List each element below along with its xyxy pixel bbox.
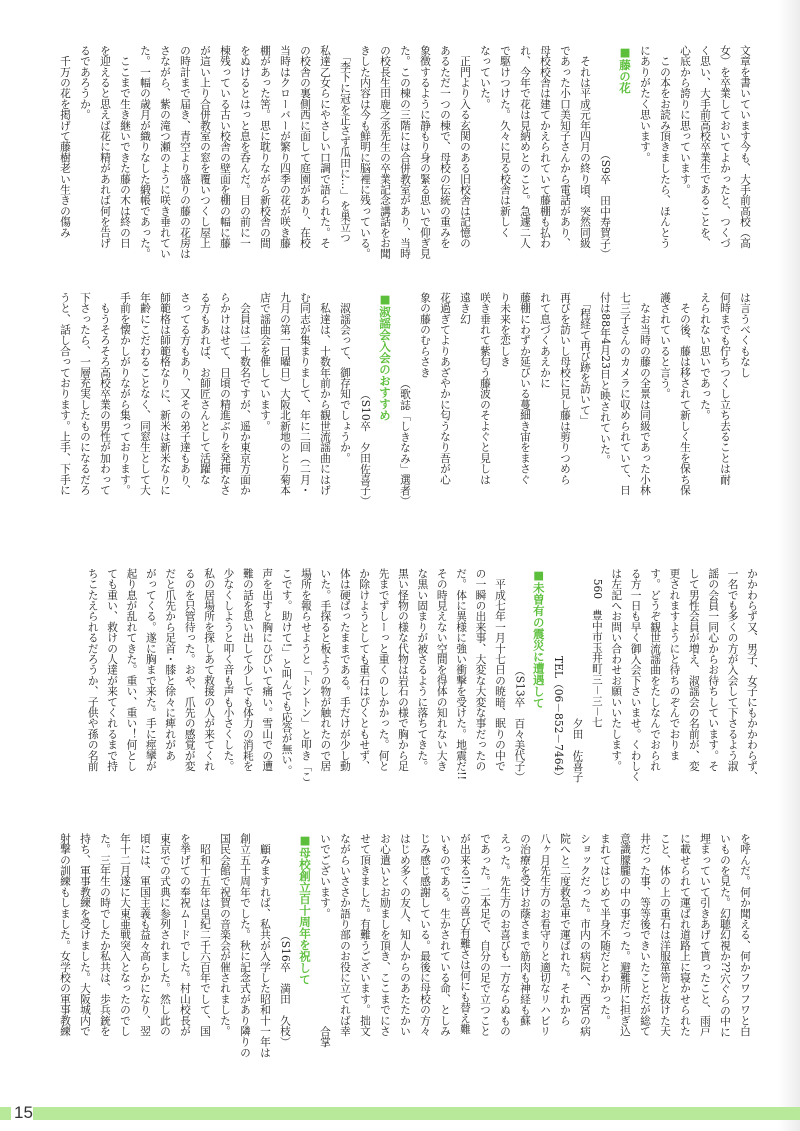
text-column	[315, 292, 335, 506]
text-column	[275, 45, 295, 259]
column-text: 年齢にこだわることなく、同窓生として大	[139, 292, 152, 496]
text-column	[471, 568, 490, 782]
text-column	[555, 292, 575, 506]
text-column	[695, 833, 715, 1047]
text-tier-2	[55, 292, 755, 508]
section-heading	[615, 45, 635, 259]
column-text: 先までずしーっと重くのしかかった。何と	[377, 568, 391, 772]
column-text: が出来る!!この喜び有難さは何にも替え難	[459, 833, 472, 1035]
text-column	[415, 45, 435, 259]
text-column	[135, 833, 155, 1047]
column-text: く思い、大手前高校卒業生であることを、	[699, 45, 712, 249]
text-column	[595, 292, 615, 506]
column-text: こと、体の上の重石は洋服箪笥と抜けた天	[659, 833, 672, 1037]
text-column	[103, 568, 122, 782]
text-column	[723, 568, 742, 782]
text-column	[275, 292, 295, 506]
text-column	[195, 292, 215, 506]
page-edge-shadow	[778, 0, 800, 1131]
column-text: 店で謡曲会を催しています。	[259, 292, 272, 432]
column-text: 場所を報らせようと「トントン」と叩き「こ	[300, 568, 314, 782]
column-text: して男性会員が増え、淑謡会の名前が、変	[687, 568, 701, 772]
column-text: をぬけるとはっと息を呑んだ。目の前に一	[239, 45, 252, 249]
text-column	[255, 45, 275, 259]
column-text: 棟残っている古い校舎の壁面を棚の幅に藤	[219, 45, 232, 249]
text-column	[435, 45, 455, 259]
heading-square-icon: ■	[618, 45, 632, 59]
column-text: もうそろそろ高校卒業の男性が加わって	[99, 292, 112, 496]
text-column	[394, 568, 413, 782]
column-text: 藤棚にわずか延びいる蔓細き宙をまさぐ	[519, 292, 532, 485]
column-text: れて息づくあえかに	[539, 292, 552, 389]
text-column	[435, 833, 455, 1047]
page-number: 15	[14, 1103, 33, 1122]
column-text: か除けようとしても重石はぴくともせず、	[358, 568, 372, 772]
text-column	[455, 45, 475, 259]
text-column	[655, 833, 675, 1047]
text-tier-3	[83, 568, 762, 784]
column-text: TEL（06－852－7464）	[552, 656, 566, 782]
column-text: あるただ一つの棟で、母校の伝統の重みを	[439, 45, 452, 249]
text-column	[495, 45, 515, 259]
column-text: 下さったら、一層充実したものになるだろ	[79, 292, 92, 496]
text-column	[432, 568, 451, 782]
column-text: 当時はクローバーが繁り四季の花が咲き藤	[279, 45, 292, 249]
column-text: 師範格は師範格なりに、新米は新米なりに	[159, 292, 172, 496]
section-heading	[375, 292, 395, 506]
column-text: いた。手探ると板ようの物が触れたので居	[319, 568, 333, 772]
column-text: 院へと二度救急車で運ばれた。それから	[559, 833, 572, 1026]
text-column	[495, 292, 515, 506]
column-text: 難の話を思い出して少しでも体力の消耗を	[241, 568, 255, 772]
text-column	[115, 292, 135, 506]
column-text: る方一日も早く御入会下さいませ。くわしく	[629, 568, 643, 782]
column-text: ここまで生き継いできた藤の木は終の日	[119, 45, 132, 249]
text-column	[665, 568, 684, 782]
column-text: を迎えると思えば花に精があれば何を告げ	[99, 45, 112, 249]
column-text: の校長生田鹿之丞先生の卒業記念講話をお聞	[379, 45, 392, 259]
column-text: 創立五十周年でした。秋に記念式があり隣りの	[239, 833, 252, 1058]
text-column	[355, 833, 375, 1047]
author-credit	[355, 292, 375, 506]
column-text: なお当時の藤の全景は同級であった小林	[639, 292, 652, 496]
text-column	[515, 292, 535, 506]
text-column	[200, 568, 219, 782]
text-column	[75, 45, 95, 259]
column-text: 平成七年一月十七日の暁暗、眠りの中で	[493, 568, 507, 772]
text-column	[235, 292, 255, 506]
column-text: 声を出すと胸にひびいて痛い。雪山での遭	[261, 568, 275, 772]
text-column	[743, 568, 762, 782]
text-column	[295, 292, 315, 506]
column-text: 黒い怪物の様な代物は岩石の様で胸から足	[396, 568, 410, 772]
column-text: まれてはじめて半身不随だとわかった。	[599, 833, 612, 1026]
column-text: た。一幅の歳月が織りなした緞帳であった。	[139, 45, 152, 259]
text-column	[646, 568, 665, 782]
text-column	[295, 45, 315, 259]
column-text: いでございます。	[319, 833, 332, 919]
text-column	[587, 568, 606, 782]
column-text: 千万の花を掲げて藤樹老い生きの傷み	[59, 45, 72, 238]
footer-marker	[0, 1107, 11, 1120]
text-column	[122, 568, 141, 782]
column-text: 心底から誇りに思っています。	[679, 45, 692, 195]
text-column	[704, 568, 723, 782]
column-text: の一瞬の出来事、大変な大変な事だったの	[474, 568, 488, 772]
text-column	[277, 568, 296, 782]
text-column	[575, 833, 595, 1047]
text-column	[635, 833, 655, 1047]
column-text: 昭和十五年は皇紀二千六百年でして、国	[199, 833, 212, 1037]
column-text: であった。二本足で、自分の足で立つこと	[479, 833, 492, 1037]
column-text: 護されていると言う。	[659, 292, 672, 399]
text-column	[155, 292, 175, 506]
text-column	[615, 833, 635, 1047]
column-text: な黒い固まりが被さるように落ちてきた。	[416, 568, 430, 772]
text-column	[155, 833, 175, 1047]
text-column	[715, 833, 735, 1047]
column-text: きした内容は今も鮮明に脳裡に残っている。	[359, 45, 372, 259]
column-text: は左記へお問い合わせお願いいたします。	[610, 568, 624, 772]
column-text: だと爪先から足首・膝と徐々に痺れがあ	[164, 568, 178, 761]
text-column	[255, 833, 275, 1058]
text-column	[215, 833, 235, 1047]
text-column	[175, 833, 195, 1047]
column-text: 七三子さんのカメラに収められていて、日	[619, 292, 632, 496]
column-text: ても重い、救けの人達が来てくれるまで持	[106, 568, 120, 772]
column-text: 更されますようにと待ちのぞんでおりま	[668, 568, 682, 761]
text-column	[255, 292, 275, 506]
text-column	[515, 45, 535, 259]
text-column	[715, 45, 735, 259]
text-column	[415, 833, 435, 1047]
text-column	[535, 292, 555, 506]
column-text: 女）を卒業しておいてよかったと、つくづ	[719, 45, 732, 249]
text-column	[175, 292, 195, 506]
heading-text: 藤の花	[618, 59, 632, 94]
text-column	[95, 292, 115, 506]
text-column	[735, 292, 755, 506]
text-column	[435, 292, 455, 506]
text-column	[735, 45, 755, 259]
column-text: （S10卒 夕田佐喜子）	[359, 388, 372, 506]
column-text: の治療を受けお蔭さまで筋肉も神経も蘇	[519, 833, 532, 1026]
column-text: 八ヶ月先生方のお看守りと適切なリハビリ	[539, 833, 552, 1037]
text-column	[195, 45, 215, 259]
text-column	[575, 45, 595, 259]
text-column	[374, 568, 393, 782]
column-text: らかけはせて、日頃の精進ぶりを発揮なさ	[219, 292, 232, 496]
text-column	[415, 292, 435, 506]
footer-bar	[33, 1107, 800, 1120]
text-column	[297, 568, 316, 782]
column-text: るのを只管待った。おや、爪先の感覚が変	[183, 568, 197, 772]
text-column	[55, 833, 75, 1047]
column-text: り未来を恋しき	[499, 292, 512, 367]
column-text: この本をお読み頂きましたら、ほんとう	[659, 45, 672, 249]
text-column	[715, 292, 735, 506]
text-column	[75, 833, 95, 1047]
text-column	[607, 568, 626, 782]
column-text: 手前を懐かしがりながら集っております。	[119, 292, 132, 496]
text-column	[316, 568, 335, 782]
text-column	[475, 833, 495, 1047]
heading-square-icon: ■	[531, 568, 546, 582]
heading-square-icon: ■	[298, 833, 312, 847]
column-text: 咲き垂れて紫匂う藤波のそよぐと見しは	[479, 292, 492, 485]
column-text: で駆けつけた。久々に見る校舎は新しく	[499, 45, 512, 238]
contact-line	[568, 568, 587, 782]
column-text: 「李下に冠を正さず瓜田に…」を巣立つ	[339, 45, 352, 243]
column-text: 九月の第一日曜日）大阪北新地のとり菊本	[279, 292, 292, 496]
column-text: 象の藤のむらさき	[419, 292, 432, 378]
text-column	[555, 833, 575, 1047]
column-text: その時見えない空間を得体の知れない大き	[435, 568, 449, 772]
column-text: ちこたえられるだろうか、子供や孫の名前	[86, 568, 100, 772]
text-column	[535, 833, 555, 1047]
column-text: 頃には、軍国主義も益々高らかになり、翌	[139, 833, 152, 1037]
column-text: れ、今年で花は見納めとのこと。急遽二人	[519, 45, 532, 249]
text-column	[355, 45, 375, 259]
column-text: にありがたく思います。	[639, 45, 652, 163]
section-heading	[529, 568, 548, 782]
column-text: 少なくしようと叩く音も声も小さくした。	[222, 568, 236, 772]
text-column	[455, 292, 475, 506]
text-column	[195, 833, 215, 1047]
text-column	[315, 833, 335, 1047]
column-text: す。どうぞ観世流謡曲をたしなんでおられ	[649, 568, 663, 772]
column-text: 付は88年4月23日と映されていた。	[599, 292, 612, 466]
column-text: 何時までも佇ちつくし立ち去ることは耐	[719, 292, 732, 485]
text-column	[219, 568, 238, 782]
column-text: るであろうか。	[79, 45, 92, 120]
text-column	[675, 292, 695, 506]
heading-text: 未曽有の震災に遭遇して	[531, 582, 546, 709]
text-column	[595, 833, 615, 1047]
column-text: （S13卒 百々美代子）	[513, 664, 527, 782]
column-text: だ。体に異様に強い衝撃を受けた。地震だ!!	[455, 568, 469, 780]
author-credit	[510, 568, 529, 782]
text-column	[175, 45, 195, 259]
column-text: さながら、紫の滝つ瀬のように咲き垂れてい	[159, 45, 172, 259]
column-text: （S16卒 満田 久枝）	[279, 929, 292, 1047]
text-column	[675, 45, 695, 259]
column-text: た。この棟の三階には合併教室があり、当時	[399, 45, 412, 259]
text-column	[675, 833, 695, 1047]
contact-line	[549, 568, 568, 782]
column-text: 正門より入る玄関のある旧校舎は記憶の	[459, 45, 472, 249]
column-text: の時計まで届き、青空より盛りの藤の花房は	[179, 45, 192, 259]
text-column	[495, 833, 515, 1047]
text-column	[335, 568, 354, 782]
column-text: を呼んだ。何か聞える、何かフワフワと白	[739, 833, 752, 1037]
column-text: 象徴するように静もり身の緊る思いで仰ぎ見	[419, 45, 432, 259]
column-text: その後、藤は移されて新しく生を保ち保	[679, 292, 692, 496]
text-column	[555, 45, 575, 259]
column-text: 謡の会員一同心からお待ちしています。そ	[707, 568, 721, 772]
text-column	[75, 292, 95, 506]
heading-text: 淑謡会入会のおすすめ	[378, 306, 392, 421]
text-column	[95, 833, 115, 1047]
column-text: それは平成元年四月の終り頃、突然同級	[579, 45, 592, 249]
text-column	[161, 568, 180, 782]
text-column	[215, 292, 235, 506]
column-text: 花過ぎてよりあざやかに匂うなり吾が心	[439, 292, 452, 485]
text-column	[95, 45, 115, 259]
column-text: ながらいささか語り部のお役に立てれば幸	[339, 833, 352, 1037]
column-text: 体は硬ばったままである。手だけが少し動	[338, 568, 352, 772]
text-column	[135, 292, 155, 506]
section-heading	[295, 833, 315, 1047]
text-column	[535, 45, 555, 259]
column-text: いものを見た。幻聴幻視か??穴ぐらの中に	[719, 833, 732, 1038]
column-text: 起り息が乱れてきた。重い、重い！何とし	[125, 568, 139, 772]
column-text: る方もあれば、お師匠さんとして活躍な	[199, 292, 212, 485]
text-column	[135, 45, 155, 259]
heading-square-icon: ■	[378, 292, 392, 306]
text-tier-4	[55, 833, 755, 1058]
column-text: こです。助けて!」と叫んでも応答が無い。	[280, 568, 294, 776]
text-column	[142, 568, 161, 782]
column-text: なっていた。	[479, 45, 492, 110]
column-text: 遠き幻	[459, 292, 472, 325]
text-column	[635, 45, 655, 259]
column-text: の校舎の裏側西に面して庭園があり、在校	[299, 45, 312, 249]
column-text: 私達乙女らにやさしい口調で語られた。そ	[319, 45, 332, 249]
column-text: 意識朦朧の中の事だった。避難所に担ぎ込	[619, 833, 632, 1037]
column-text: 560 豊中市玉井町三－三－七	[590, 568, 604, 728]
column-text: 一名でも多くの方が入会して下さるよう淑	[726, 568, 740, 772]
heading-text: 母校創立百十周年を祝して	[298, 847, 312, 985]
column-text: えった。先生方のお喜びも一方ならぬもの	[499, 833, 512, 1037]
text-column	[55, 45, 75, 259]
column-text: 東京での式典に参列されました。然し此の	[159, 833, 172, 1037]
text-column	[375, 833, 395, 1047]
column-text: 棚があった筈。思に耽りながら新校舎の間	[259, 45, 272, 249]
text-column	[626, 568, 645, 782]
column-text: いものである。生かされている命、としみ	[439, 833, 452, 1037]
text-column	[655, 292, 675, 506]
column-text: せて頂きました。有難うございます。拙文	[359, 833, 372, 1037]
text-column	[491, 568, 510, 782]
column-text: じみ感じ感謝している。最後に母校の方々	[419, 833, 432, 1037]
text-column	[635, 292, 655, 506]
text-column	[695, 292, 715, 506]
text-column	[475, 292, 495, 506]
column-text: 年十二月遂に大東亜戦突入となったのでし	[119, 833, 132, 1037]
column-text: 淑謡会って、御存知でしょうか。	[339, 292, 352, 464]
column-text: うと、話し合っております。上手、下手に	[59, 292, 72, 496]
text-column	[180, 568, 199, 782]
text-column	[335, 292, 355, 506]
text-column	[575, 292, 595, 506]
text-column	[335, 833, 355, 1047]
text-column	[395, 833, 415, 1047]
column-text: 国民会館で祝賀の音楽会が催されました。	[219, 833, 232, 1037]
column-text: が這い上り合併教室の窓を覆いつくし屋上	[199, 45, 212, 249]
column-text: 射撃の訓練もしました。女学校の軍事教練	[59, 833, 72, 1037]
column-text: お心遣いとお励ましを頂き、ここまでにさ	[379, 833, 392, 1037]
text-tier-1	[55, 45, 755, 261]
column-text: 私の居場所を探しあて救援の人が来てくれ	[203, 568, 217, 772]
column-text: は言うべくもなし	[739, 292, 752, 378]
text-column	[215, 45, 235, 259]
text-column	[335, 45, 355, 259]
text-column	[615, 292, 635, 506]
column-text: む同志が集まりまして、年に二回（二月・	[299, 292, 312, 496]
text-column	[475, 45, 495, 259]
column-text: 埋まっていて引きあげて貰ったこと、雨戸	[699, 833, 712, 1037]
text-column	[515, 833, 535, 1047]
text-column	[695, 45, 715, 259]
column-text: えられない思いであった。	[699, 292, 712, 421]
column-text: 文章を書いています今も、大手前高校（高	[739, 45, 752, 249]
text-column	[115, 833, 135, 1047]
column-text: さってる方もあり、又その弟子達もあり、	[179, 292, 192, 496]
text-column	[395, 45, 415, 259]
text-column	[258, 568, 277, 782]
column-text: ショックだった。市内の病院へ、西宮の病	[579, 833, 592, 1037]
column-text: 夕田 佐喜子	[571, 717, 585, 782]
column-text: がってくる。遂に胸まで来た。手に痙攣が	[144, 568, 158, 772]
text-column	[655, 45, 675, 259]
text-column	[235, 45, 255, 259]
text-column	[55, 292, 75, 506]
text-column	[238, 568, 257, 782]
closing-signoff: 合掌	[319, 1025, 332, 1047]
page-footer	[0, 1103, 800, 1122]
column-text: を挙げての奉祝ムードでした。村山校長が	[179, 833, 192, 1037]
text-column	[155, 45, 175, 259]
text-column	[235, 833, 255, 1058]
column-text: 持ち、軍事教練を受けました。大阪城内で	[79, 833, 92, 1037]
column-text: た。三年生の時でしたか私共は、歩兵銃を	[99, 833, 112, 1037]
column-text: 会員は二十数名ですが、遥か東京方面か	[239, 292, 252, 496]
text-column	[452, 568, 471, 782]
column-text: 井だった事、等等後できいたことだが総て	[639, 833, 652, 1037]
text-column	[355, 568, 374, 782]
text-column	[315, 45, 335, 259]
column-text: （S9卒 田中寿賀子）	[599, 148, 612, 259]
column-text: 「程経て再び跡を訪いて」	[579, 292, 592, 426]
column-text: 顧みますれば、私共が入学した昭和十一年は	[259, 833, 272, 1058]
column-text: 再びを訪いし母校に見し藤は剪りつめら	[559, 292, 572, 485]
author-credit	[395, 292, 415, 506]
text-column	[735, 833, 755, 1047]
column-text: 私達は、十数年前から観世流謡曲にはげ	[319, 292, 332, 496]
column-text: （歌誌「しきなみ」選者）	[399, 377, 412, 506]
text-column	[115, 45, 135, 259]
column-text: かかわらず又、男子、女子にもかかわらず、	[746, 568, 759, 782]
column-text: に載せられて運ばれ道路上に寝かせられた	[679, 833, 692, 1037]
text-column	[83, 568, 102, 782]
text-column	[413, 568, 432, 782]
text-column	[455, 833, 475, 1047]
text-column	[375, 45, 395, 259]
author-credit	[275, 833, 295, 1047]
column-text: 母校校舎は建てかえられていて藤棚も払わ	[539, 45, 552, 249]
text-column	[684, 568, 703, 782]
author-credit	[595, 45, 615, 259]
column-text: であった小口美知子さんから電話があり、	[559, 45, 572, 249]
column-text: はじめ多くの友人、知人からのあたたかい	[399, 833, 412, 1037]
